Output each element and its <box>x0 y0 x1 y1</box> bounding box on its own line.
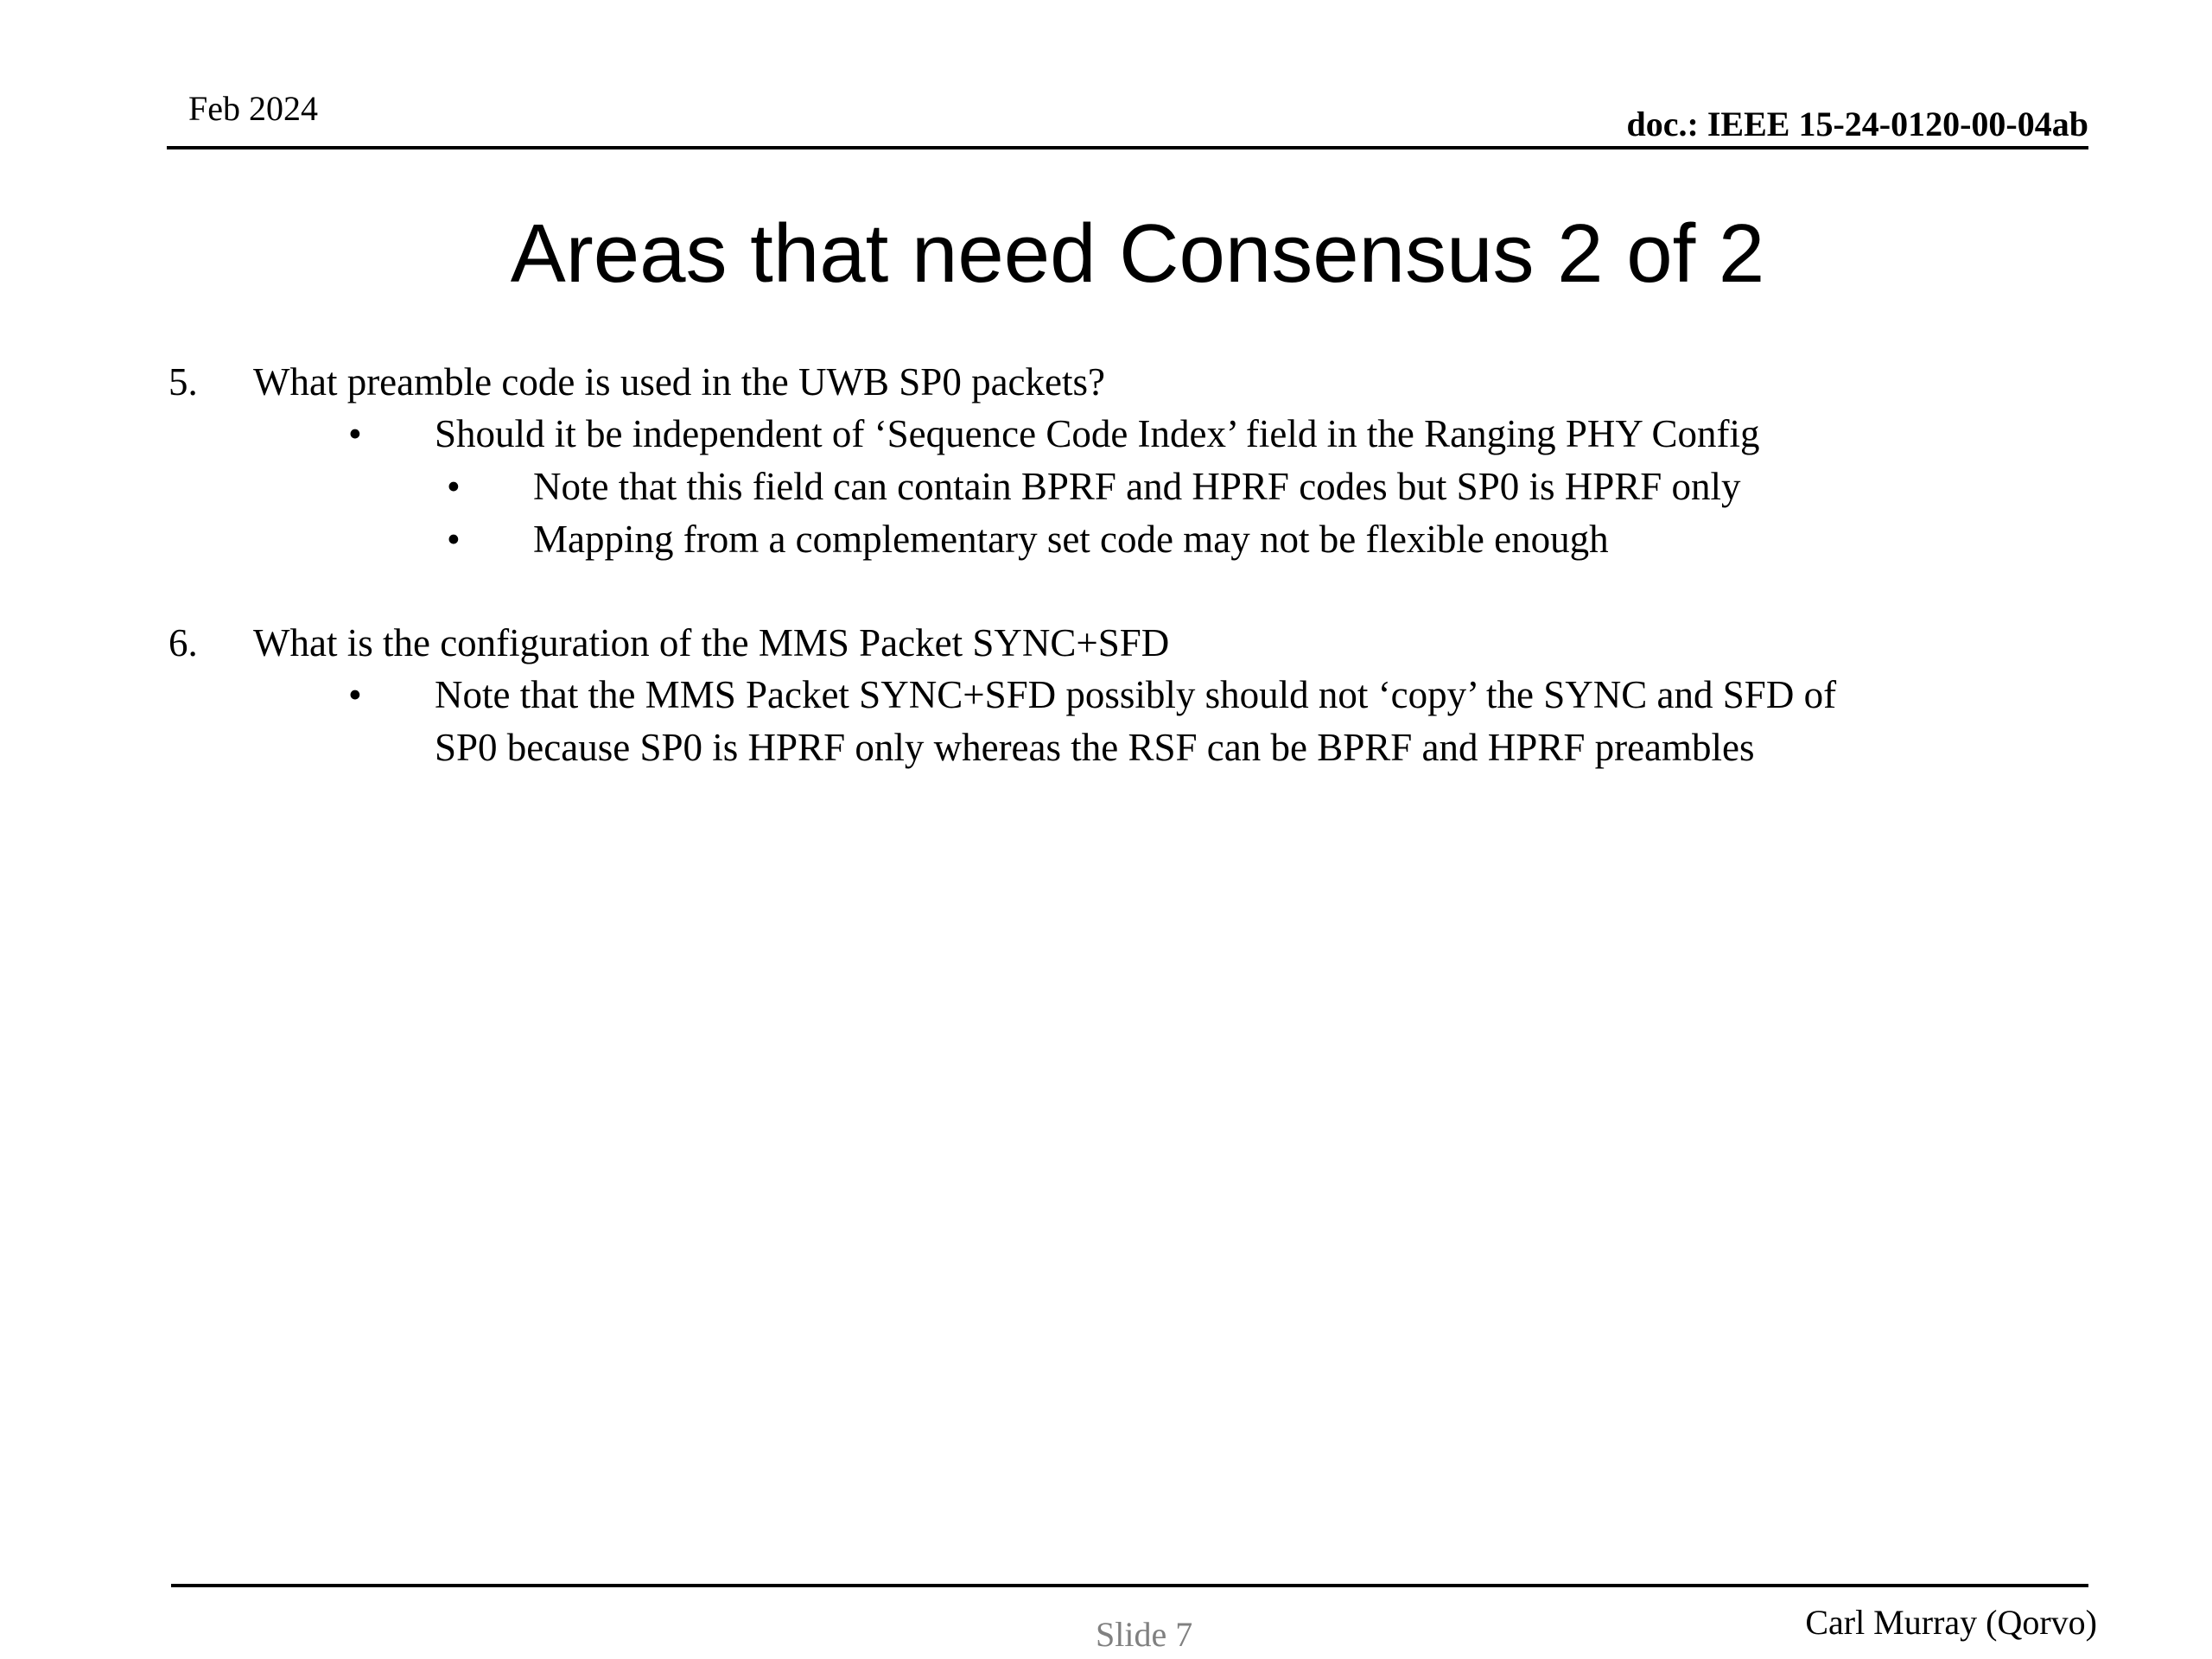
bullet-marker: • <box>348 412 362 455</box>
footer-divider <box>171 1584 2088 1587</box>
header-date: Feb 2024 <box>188 89 318 128</box>
item-text: What is the configuration of the MMS Packet SYNC+SFD <box>253 621 1170 664</box>
header-divider <box>167 146 2088 149</box>
slide-title: Areas that need Consensus 2 of 2 <box>510 207 1765 300</box>
bullet-text-line-1: Note that the MMS Packet SYNC+SFD possibly should not ‘copy’ the SYNC and SFD of <box>435 673 1837 716</box>
sub-bullet-marker: • <box>447 465 461 508</box>
bullet-text: Should it be independent of ‘Sequence Code Index’ field in the Ranging PHY Config <box>435 412 1760 455</box>
sub-bullet-marker: • <box>447 518 461 561</box>
sub-bullet-text: Mapping from a complementary set code may not be flexible enough <box>533 518 1609 561</box>
item-text: What preamble code is used in the UWB SP0 packets? <box>253 360 1105 404</box>
slide-number: Slide 7 <box>1096 1615 1193 1654</box>
bullet-marker: • <box>348 673 362 716</box>
sub-bullet-text: Note that this field can contain BPRF and HPRF codes but SP0 is HPRF only <box>533 465 1741 508</box>
footer-author: Carl Murray (Qorvo) <box>1805 1603 2097 1642</box>
header-doc-id: doc.: IEEE 15-24-0120-00-04ab <box>1626 105 2088 143</box>
bullet-text-line-2: SP0 because SP0 is HPRF only whereas the RSF can be BPRF and HPRF preambles <box>435 726 1755 769</box>
item-number: 5. <box>168 360 198 404</box>
item-number: 6. <box>168 621 198 664</box>
